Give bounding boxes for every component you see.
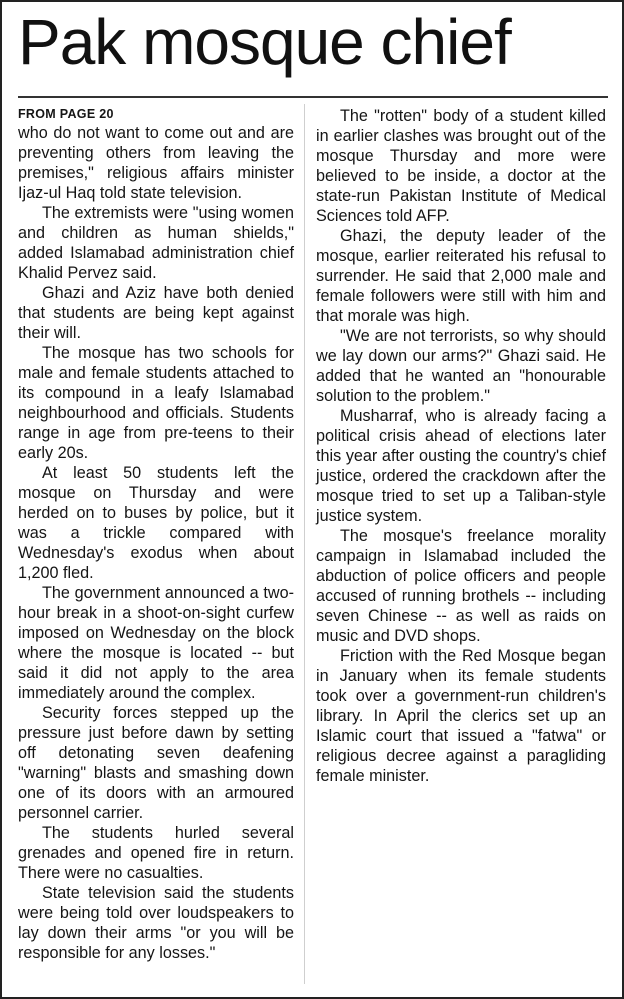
- paragraph: Ghazi and Aziz have both denied that students are being kept against their will.: [18, 284, 294, 342]
- article-column-right: [316, 106, 606, 786]
- paragraph: The extremists were "using women and children as human shields," added Islamabad administration chief Khalid Pervez said.: [18, 204, 294, 282]
- article-headline: Pak mosque chief: [18, 6, 511, 78]
- frame-left-border: [0, 0, 2, 999]
- paragraph: The mosque's freelance morality campaign in Islamabad included the abduction of police officers and people accused of running brothels -- including seven Chinese -- as well as raids on music and DVD shops.: [316, 527, 606, 645]
- paragraph: who do not want to come out and are preventing others from leaving the premises," religious affairs minister Ijaz-ul Haq told state television.: [18, 124, 294, 202]
- paragraph: Ghazi, the deputy leader of the mosque, earlier reiterated his refusal to surrender. He said that 2,000 male and female followers were still with him and that morale was high.: [316, 227, 606, 325]
- paragraph: The "rotten" body of a student killed in earlier clashes was brought out of the mosque Thursday and more were believed to be inside, a doctor at the state-run Pakistan Institute of Medical Sciences told AFP.: [316, 107, 606, 225]
- continuation-kicker: FROM PAGE 20: [18, 107, 114, 121]
- column-divider: [304, 104, 305, 984]
- paragraph: At least 50 students left the mosque on Thursday and were herded on to buses by police, but it was a trickle compared with Wednesday's exodus when about 1,200 fled.: [18, 464, 294, 582]
- paragraph: The students hurled several grenades and opened fire in return. There were no casualties.: [18, 824, 294, 882]
- paragraph: State television said the students were being told over loudspeakers to lay down their arms "or you will be responsible for any losses.": [18, 884, 294, 962]
- frame-top-border: [0, 0, 624, 2]
- paragraph: Friction with the Red Mosque began in January when its female students took over a government-run children's library. In April the clerics set up an Islamic court that issued a "fatwa" or religious decree against a paragliding female minister.: [316, 647, 606, 785]
- paragraph: Security forces stepped up the pressure just before dawn by setting off detonating seven deafening "warning" blasts and smashing down one of its doors with an armoured personnel carrier.: [18, 704, 294, 822]
- article-column-left: [18, 106, 294, 963]
- paragraph: "We are not terrorists, so why should we lay down our arms?" Ghazi said. He added that he wanted an "honourable solution to the problem.": [316, 327, 606, 405]
- paragraph: Musharraf, who is already facing a political crisis ahead of elections later this year after ousting the country's chief justice, ordered the crackdown after the mosque tried to set up a Taliban-style justice system.: [316, 407, 606, 525]
- paragraph: The mosque has two schools for male and female students attached to its compound in a leafy Islamabad neighbourhood and officials. Students range in age from pre-teens to their early 20s.: [18, 344, 294, 462]
- paragraph: The government announced a two-hour break in a shoot-on-sight curfew imposed on Wednesday on the block where the mosque is located -- but said it did not apply to the area immediately around the complex.: [18, 584, 294, 702]
- headline-rule: [18, 96, 608, 98]
